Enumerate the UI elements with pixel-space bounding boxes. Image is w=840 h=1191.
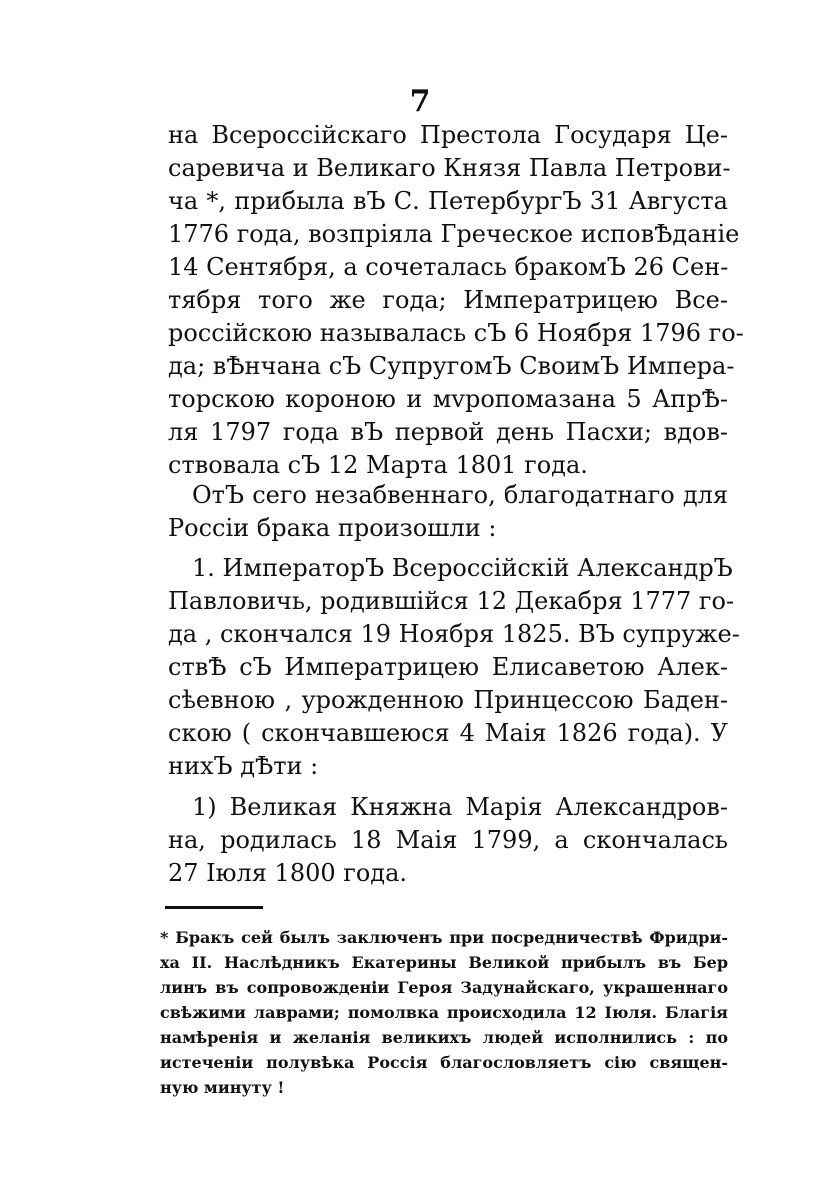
footnote-line: линъ въ сопровожденіи Героя Задунайскаго, украшеннаго xyxy=(160,978,728,997)
text-line: да , скончался 19 Ноября 1825. ВЪ супруже- xyxy=(168,620,740,648)
text-line: на Всероссійскаго Престола Государя Це- xyxy=(168,121,728,149)
text-line: тября того же года; Императрицею Все- xyxy=(168,286,728,314)
text-line: сѣевною , урожденною Принцессою Баден- xyxy=(168,686,728,714)
text-line: россійскою называлась сЪ 6 Ноября 1796 го- xyxy=(168,319,744,347)
text-line: ствѢ сЪ Императрицею Елисаветою Алек- xyxy=(168,653,728,681)
text-line: да; вѢнчана сЪ СупругомЪ СвоимЪ Импера- xyxy=(168,352,735,380)
footnote-line: истеченіи полувѣка Россія благословляетъ сію священ- xyxy=(160,1053,728,1072)
page-number: 7 xyxy=(409,84,431,119)
text-line: 1) Великая Княжна Марія Александров- xyxy=(192,793,728,821)
text-line: на, родилась 18 Маія 1799, а скончалась xyxy=(168,826,728,854)
text-line: ча *, прибыла вЪ С. ПетербургЪ 31 Августа xyxy=(168,187,728,215)
text-line: ствовала сЪ 12 Марта 1801 года. xyxy=(168,451,588,479)
footnote-line: ха II. Наслѣдникъ Екатерины Великой прибылъ въ Бер xyxy=(160,953,728,972)
footnote-line: намѣренія и желанія великихъ людей исполнились : по xyxy=(160,1028,728,1047)
text-line: 14 Сентября, а сочеталась бракомЪ 26 Сен- xyxy=(168,253,729,281)
text-line: скою ( скончавшеюся 4 Маія 1826 года). У xyxy=(168,719,728,747)
text-line: ОтЪ сего незабвеннаго, благодатнаго для xyxy=(192,481,728,509)
text-line: ля 1797 года вЪ первой день Пасхи; вдов- xyxy=(168,418,728,446)
text-line: Павловичь, родившійся 12 Декабря 1777 го- xyxy=(168,587,735,615)
text-line: нихЪ дѢти : xyxy=(168,752,319,780)
text-line: 27 Іюля 1800 года. xyxy=(168,859,408,887)
text-line: торскою короною и мvропомазана 5 АпрѢ- xyxy=(168,385,728,413)
text-line: 1. ИмператорЪ Всероссійскій АлександрЪ xyxy=(192,554,733,582)
footnote-line: * Бракъ сей былъ заключенъ при посредничествѣ Фридри- xyxy=(160,928,728,947)
footnote-line: свѣжими лаврами; помолвка происходила 12 Іюля. Благія xyxy=(160,1003,728,1022)
text-line: Россіи брака произошли : xyxy=(168,514,497,542)
text-line: саревича и Великаго Князя Павла Петрови- xyxy=(168,154,731,182)
footnote-line: ную минуту ! xyxy=(160,1078,285,1097)
footnote-rule xyxy=(165,906,263,909)
text-line: 1776 года, возпріяла Греческое исповѢданіе xyxy=(168,220,740,248)
